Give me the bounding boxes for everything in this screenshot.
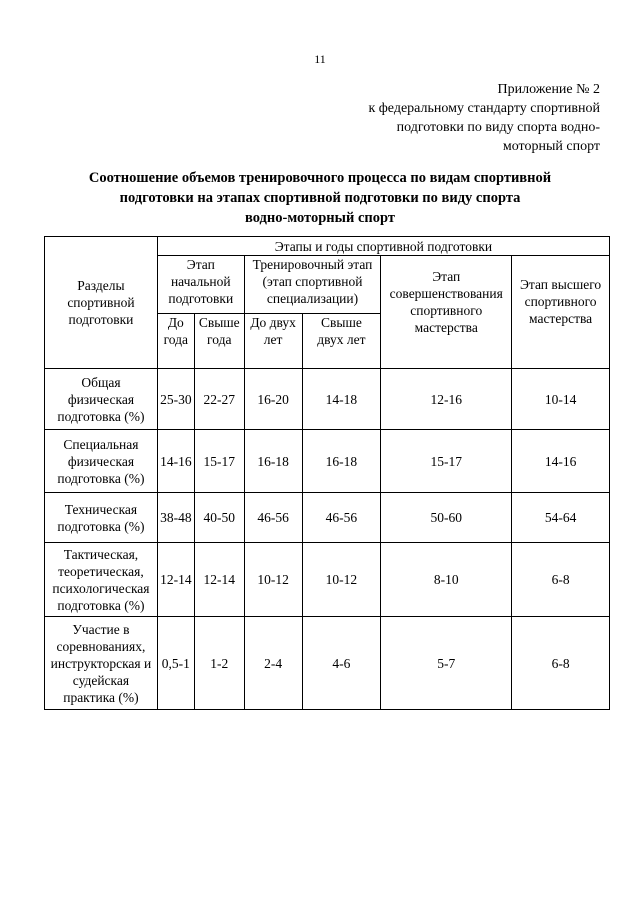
table-cell: 14-16 bbox=[157, 430, 194, 493]
table-row bbox=[45, 369, 610, 430]
table-cell: 12-16 bbox=[381, 369, 512, 430]
table-cell: 6-8 bbox=[512, 543, 610, 617]
training-volume-table bbox=[44, 236, 610, 710]
table-cell: 54-64 bbox=[512, 493, 610, 543]
row-label: Тактическая, теоретическая, психологическая подготовка (%) bbox=[45, 543, 158, 617]
header-up-to-two-years: До двух лет bbox=[244, 314, 302, 369]
header-initial-stage: Этап начальной подготовки bbox=[157, 256, 244, 314]
row-label: Техническая подготовка (%) bbox=[45, 493, 158, 543]
table-row bbox=[45, 543, 610, 617]
header-sections: Разделы спортивной подготовки bbox=[45, 237, 158, 369]
table-cell: 6-8 bbox=[512, 617, 610, 710]
table-row bbox=[45, 493, 610, 543]
table-cell: 10-12 bbox=[244, 543, 302, 617]
appendix-line: к федеральному стандарту спортивной bbox=[368, 101, 600, 116]
row-label: Общая физическая подготовка (%) bbox=[45, 369, 158, 430]
table-cell: 14-18 bbox=[302, 369, 381, 430]
table-cell: 25-30 bbox=[157, 369, 194, 430]
table-cell: 14-16 bbox=[512, 430, 610, 493]
table-cell: 40-50 bbox=[194, 493, 244, 543]
document-title bbox=[60, 168, 580, 228]
table-cell: 5-7 bbox=[381, 617, 512, 710]
title-line: водно-моторный спорт bbox=[244, 210, 395, 226]
appendix-note bbox=[280, 80, 600, 156]
header-up-to-year: До года bbox=[157, 314, 194, 369]
table-cell: 16-20 bbox=[244, 369, 302, 430]
table-cell: 12-14 bbox=[194, 543, 244, 617]
table-cell: 16-18 bbox=[244, 430, 302, 493]
title-line: Соотношение объемов тренировочного процесса по видам спортивной bbox=[88, 170, 552, 186]
table-cell: 22-27 bbox=[194, 369, 244, 430]
header-improvement-stage: Этап совершенствования спортивного мастерства bbox=[381, 256, 512, 369]
appendix-line: моторный спорт bbox=[502, 139, 600, 154]
header-highest-stage: Этап высшего спортивного мастерства bbox=[512, 256, 610, 369]
table-cell: 4-6 bbox=[302, 617, 381, 710]
appendix-line: подготовки по виду спорта водно- bbox=[396, 120, 600, 135]
table-cell: 15-17 bbox=[381, 430, 512, 493]
table-cell: 15-17 bbox=[194, 430, 244, 493]
table-cell: 46-56 bbox=[244, 493, 302, 543]
row-label: Специальная физическая подготовка (%) bbox=[45, 430, 158, 493]
table-cell: 8-10 bbox=[381, 543, 512, 617]
header-stages-years: Этапы и годы спортивной подготовки bbox=[157, 237, 609, 256]
table-cell: 46-56 bbox=[302, 493, 381, 543]
table-cell: 38-48 bbox=[157, 493, 194, 543]
table-cell: 10-14 bbox=[512, 369, 610, 430]
header-over-two-years: Свыше двух лет bbox=[302, 314, 381, 369]
header-over-year: Свыше года bbox=[194, 314, 244, 369]
table-cell: 10-12 bbox=[302, 543, 381, 617]
table-cell: 12-14 bbox=[157, 543, 194, 617]
header-training-stage: Тренировочный этап (этап спортивной специализации) bbox=[244, 256, 381, 314]
title-line: подготовки на этапах спортивной подготовки по виду спорта bbox=[119, 190, 521, 206]
table-cell: 1-2 bbox=[194, 617, 244, 710]
table-cell: 16-18 bbox=[302, 430, 381, 493]
table-cell: 0,5-1 bbox=[157, 617, 194, 710]
table-cell: 2-4 bbox=[244, 617, 302, 710]
row-label: Участие в соревнованиях, инструкторская и судейская практика (%) bbox=[45, 617, 158, 710]
appendix-line: Приложение № 2 bbox=[497, 82, 600, 97]
table-cell: 50-60 bbox=[381, 493, 512, 543]
page-number: 11 bbox=[314, 52, 326, 66]
table-row bbox=[45, 430, 610, 493]
table-row bbox=[45, 617, 610, 710]
